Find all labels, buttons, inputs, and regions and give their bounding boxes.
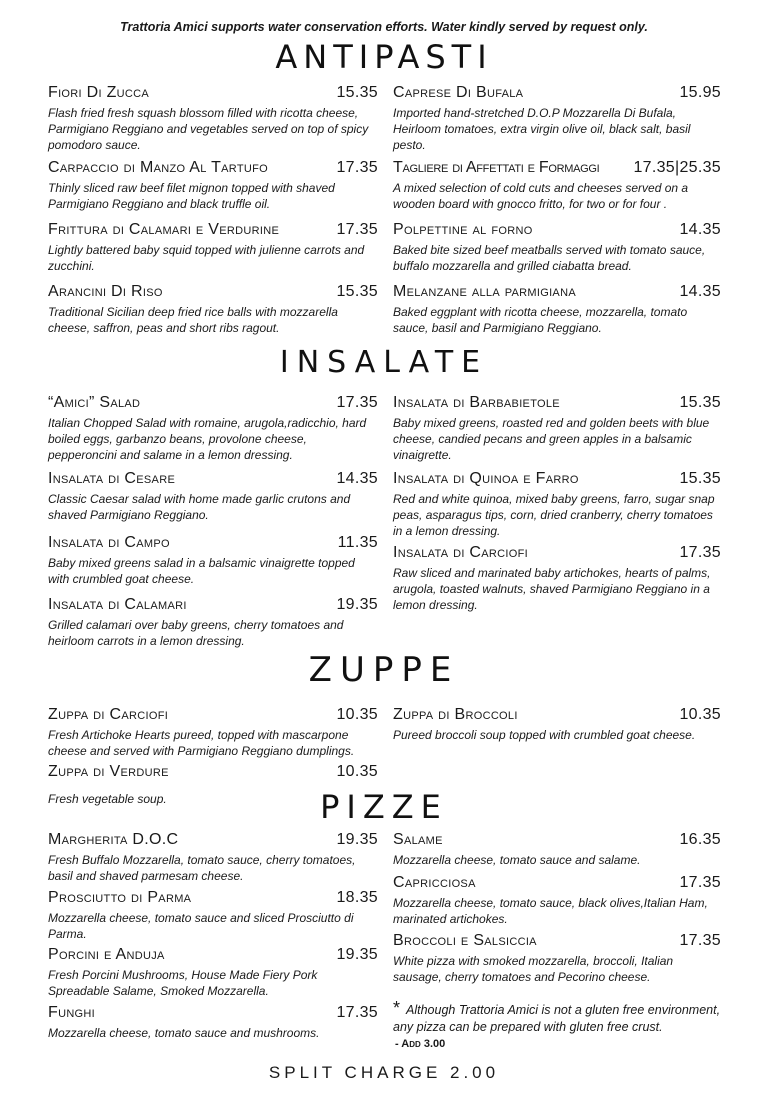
item-name: Polpettine al forno (393, 221, 533, 238)
item-description: Baked bite sized beef meatballs served with tomato sauce, buffalo mozzarella and grilled ciabatta bread. (393, 243, 706, 273)
item-price: 17.35 (336, 221, 378, 238)
item-price: 14.35 (679, 221, 721, 238)
item-name: Insalata di Cesare (48, 470, 176, 487)
item-price: 15.35 (336, 283, 378, 300)
item-price: 15.35 (679, 470, 721, 487)
item-description: Flash fried fresh squash blossom filled with ricotta cheese, Parmigiano Reggiano and vegetables served on top of spicy pomodoro sauce. (48, 106, 369, 152)
item-name: “Amici” Salad (48, 394, 141, 411)
item-price: 17.35 (336, 394, 378, 411)
item-price: 17.35 (336, 1004, 378, 1021)
menu-item (393, 831, 721, 868)
item-name: Zuppa di Broccoli (393, 706, 518, 723)
item-price: 17.35 (679, 874, 721, 891)
item-name: Capricciosa (393, 874, 476, 891)
section-title-pizze: PIZZE (320, 788, 448, 826)
item-name: Insalata di Barbabietole (393, 394, 560, 411)
item-description: Imported hand-stretched D.O.P Mozzarella Di Bufala, Heirloom tomatoes, extra virgin olive oil, black salt, basil pesto. (393, 106, 691, 152)
item-description: Thinly sliced raw beef filet mignon topped with shaved Parmigiano Reggiano and black truffle oil. (48, 181, 335, 211)
section-title-zuppe: ZUPPE (308, 650, 460, 690)
item-description: Lightly battered baby squid topped with julienne carrots and zucchini. (48, 243, 365, 273)
water-notice: Trattoria Amici supports water conservation efforts. Water kindly served by request only. (120, 20, 648, 34)
menu-item (48, 84, 378, 153)
item-name: Porcini e Anduja (48, 946, 165, 963)
item-name: Tagliere di Affettati e Formaggi (393, 159, 600, 176)
menu-item (48, 221, 378, 274)
item-price: 19.35 (336, 946, 378, 963)
item-name: Insalata di Calamari (48, 596, 187, 613)
item-description: Mozzarella cheese, tomato sauce and salame. (393, 853, 641, 867)
gluten-free-text: Although Trattoria Amici is not a gluten free environment, any pizza can be prepared with gluten free crust. (393, 1003, 721, 1034)
item-name: Insalata di Carciofi (393, 544, 528, 561)
item-description: Pureed broccoli soup topped with crumbled goat cheese. (393, 728, 696, 742)
item-price: 17.35|25.35 (633, 159, 721, 176)
gluten-free-surcharge: - Add 3.00 (395, 1038, 446, 1050)
item-name: Caprese Di Bufala (393, 84, 524, 101)
item-description: Italian Chopped Salad with romaine, arugola,radicchio, hard boiled eggs, garbanzo beans, provolone cheese, pepperoncini and salame in a lemon dressing. (48, 416, 367, 462)
menu-item (393, 84, 721, 153)
item-price: 10.35 (336, 706, 378, 723)
item-price: 10.35 (679, 706, 721, 723)
item-price: 19.35 (336, 596, 378, 613)
menu-item (393, 394, 721, 463)
item-description: Grilled calamari over baby greens, cherry tomatoes and heirloom carrots in a lemon dressing. (48, 618, 344, 648)
menu-item (48, 946, 378, 999)
item-name: Broccoli e Salsiccia (393, 932, 537, 949)
item-description: Fresh Artichoke Hearts pureed, topped with mascarpone cheese and served with Parmigiano Reggiano dumplings. (48, 728, 355, 758)
item-name: Carpaccio di Manzo Al Tartufo (48, 159, 268, 176)
item-description: Mozzarella cheese, tomato sauce and sliced Prosciutto di Parma. (48, 911, 354, 941)
item-description: White pizza with smoked mozzarella, broccoli, Italian sausage, cherry tomatoes and Pecorino cheese. (393, 954, 674, 984)
item-description: Mozzarella cheese, tomato sauce, black olives,Italian Ham, marinated artichokes. (393, 896, 708, 926)
item-price: 19.35 (336, 831, 378, 848)
gluten-free-note (393, 1000, 723, 1053)
item-price: 17.35 (679, 544, 721, 561)
item-price: 17.35 (336, 159, 378, 176)
menu-item (393, 159, 721, 212)
item-price: 15.95 (679, 84, 721, 101)
asterisk: * (393, 998, 401, 1018)
item-description: Baked eggplant with ricotta cheese, mozzarella, tomato sauce, basil and Parmigiano Reggiano. (393, 305, 688, 335)
item-description: Fresh vegetable soup. (48, 792, 167, 806)
item-price: 17.35 (679, 932, 721, 949)
item-name: Zuppa di Carciofi (48, 706, 169, 723)
item-description: Mozzarella cheese, tomato sauce and mushrooms. (48, 1026, 320, 1040)
item-name: Arancini Di Riso (48, 283, 163, 300)
item-name: Prosciutto di Parma (48, 889, 192, 906)
item-name: Insalata di Campo (48, 534, 170, 551)
menu-item (393, 544, 721, 613)
item-price: 10.35 (336, 763, 378, 780)
item-description: Classic Caesar salad with home made garlic crutons and shaved Parmigiano Reggiano. (48, 492, 351, 522)
item-price: 15.35 (679, 394, 721, 411)
menu-item (393, 221, 721, 274)
item-description: Fresh Buffalo Mozzarella, tomato sauce, cherry tomatoes, basil and shaved parmesam cheese. (48, 853, 356, 883)
item-name: Insalata di Quinoa e Farro (393, 470, 579, 487)
item-name: Frittura di Calamari e Verdurine (48, 221, 280, 238)
menu-item (48, 283, 378, 336)
item-price: 14.35 (679, 283, 721, 300)
item-description: Red and white quinoa, mixed baby greens, farro, sugar snap peas, asparagus tips, corn, dried cranberry, cherry tomatoes in a lemon dressing. (393, 492, 715, 538)
item-price: 14.35 (336, 470, 378, 487)
menu-item (48, 470, 378, 523)
menu-item (48, 159, 378, 212)
menu-item (48, 1004, 378, 1041)
menu-item (393, 874, 721, 927)
item-name: Melanzane alla parmigiana (393, 283, 576, 300)
item-description: Traditional Sicilian deep fried rice balls with mozzarella cheese, saffron, peas and short ribs ragout. (48, 305, 338, 335)
section-title-insalate: INSALATE (279, 345, 489, 380)
item-name: Zuppa di Verdure (48, 763, 169, 780)
menu-item (48, 534, 378, 587)
menu-item (393, 932, 721, 985)
menu-item (48, 706, 378, 759)
menu-item (48, 596, 378, 649)
item-name: Salame (393, 831, 443, 848)
item-price: 15.35 (336, 84, 378, 101)
item-price: 18.35 (336, 889, 378, 906)
item-description: Fresh Porcini Mushrooms, House Made Fiery Pork Spreadable Salame, Smoked Mozzarella. (48, 968, 318, 998)
menu-item (48, 394, 378, 463)
section-title-antipasti: ANTIPASTI (275, 38, 493, 76)
item-description: A mixed selection of cold cuts and cheeses served on a wooden board with gnocco fritto, for two or for four . (393, 181, 689, 211)
menu-item (393, 706, 721, 743)
menu-item (393, 470, 721, 539)
item-description: Baby mixed greens salad in a balsamic vinaigrette topped with crumbled goat cheese. (48, 556, 355, 586)
item-price: 16.35 (679, 831, 721, 848)
item-description: Raw sliced and marinated baby artichokes, hearts of palms, arugola, toasted walnuts, shaved Parmigiano Reggiano in a lemon dressing. (393, 566, 711, 612)
split-charge: SPLIT CHARGE 2.00 (268, 1063, 500, 1082)
menu-item (48, 889, 378, 942)
menu-item (48, 831, 378, 884)
item-price: 11.35 (337, 534, 378, 551)
item-description: Baby mixed greens, roasted red and golden beets with blue cheese, candied pecans and green apples in a balsamic vinaigrette. (393, 416, 710, 462)
item-name: Funghi (48, 1004, 96, 1021)
item-name: Margherita D.O.C (48, 831, 179, 848)
menu-item (393, 283, 721, 336)
item-name: Fiori Di Zucca (48, 84, 150, 101)
